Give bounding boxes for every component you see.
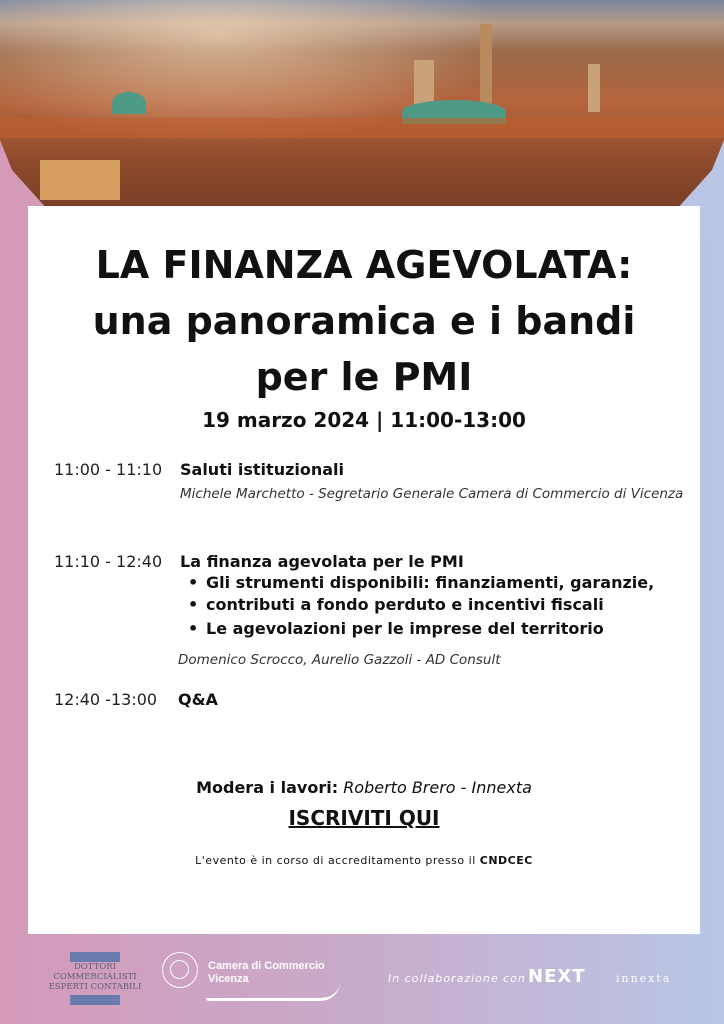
moderator — [28, 778, 700, 797]
moderator-name: Roberto Brero - Innexta — [343, 778, 532, 797]
agenda-bullet-2: • Le agevolazioni per le imprese del territorio — [206, 618, 604, 640]
bell-tower — [480, 24, 492, 114]
title-line-2: una panoramica e i bandi — [92, 299, 636, 343]
hero-city-photo — [0, 0, 724, 232]
footer-logos — [0, 946, 724, 1016]
next-logo: NEXT — [528, 966, 586, 987]
event-date: 19 marzo 2024 | 11:00-13:00 — [202, 408, 526, 432]
title-line-3: per le PMI — [255, 355, 473, 399]
agenda-title-1: Saluti istituzionali — [180, 460, 345, 479]
title-line-1: LA FINANZA AGEVOLATA: — [95, 243, 633, 287]
accreditation-body: CNDCEC — [479, 854, 533, 867]
building — [40, 160, 120, 200]
agenda-bullet-1-line-2: • contributi a fondo perduto e incentivi fiscali — [206, 594, 604, 616]
odcec-line-2: ESPERTI CONTABILI — [48, 982, 142, 992]
dome-left — [112, 92, 146, 114]
odcec-bar-bottom — [70, 995, 120, 1005]
ccv-line-1: Camera di Commercio — [208, 960, 325, 972]
collaboration-label: In collaborazione con — [388, 972, 526, 985]
chamber-seal-icon — [162, 952, 198, 988]
accreditation-text: L'evento è in corso di accreditamento presso il — [195, 854, 476, 867]
content-card — [28, 206, 700, 934]
agenda-title-2: La finanza agevolata per le PMI — [180, 552, 464, 571]
ccv-line-2: Vicenza — [208, 973, 249, 985]
odcec-logo — [42, 952, 148, 1004]
odcec-bar-top — [70, 952, 120, 962]
register-link[interactable]: ISCRIVITI QUI — [288, 806, 440, 830]
agenda-title-3: Q&A — [178, 690, 218, 709]
agenda-speaker-2: Domenico Scrocco, Aurelio Gazzoli - AD Consult — [178, 652, 501, 668]
tower-right — [588, 64, 600, 112]
agenda-speaker-1: Michele Marchetto - Segretario Generale Camera di Commercio di Vicenza — [180, 486, 684, 502]
agenda-time-2: 11:10 - 12:40 — [54, 552, 163, 571]
accreditation-note — [28, 854, 700, 867]
roofs-row — [0, 118, 724, 138]
ccv-swoosh-icon — [206, 982, 340, 1001]
agenda-time-3: 12:40 -13:00 — [54, 690, 158, 709]
odcec-line-1: DOTTORI COMMERCIALISTI — [53, 962, 137, 982]
agenda-time-1: 11:00 - 11:10 — [54, 460, 163, 479]
moderator-label: Modera i lavori: — [196, 778, 339, 797]
agenda-bullet-1-line-1: • Gli strumenti disponibili: finanziamenti, garanzie, — [206, 572, 654, 594]
innexta-logo: innexta — [616, 972, 672, 985]
